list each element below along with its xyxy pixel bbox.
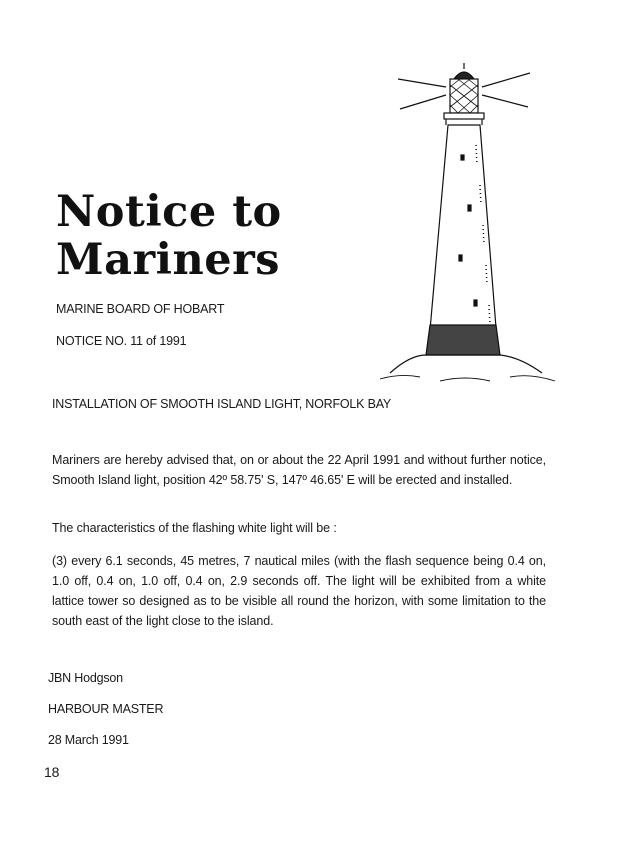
title-line-1: Notice to <box>56 187 282 237</box>
paragraph-characteristics: The characteristics of the flashing white light will be : <box>52 521 337 535</box>
page-title <box>56 188 282 284</box>
rocks <box>390 355 542 373</box>
gallery <box>444 113 484 119</box>
notice-number: NOTICE NO. 11 of 1991 <box>56 334 187 348</box>
paragraph-advisory: Mariners are hereby advised that, on or about the 22 April 1991 and without further notice, Smooth Island light, position 42º 58.75' S, 147º 46.65' E will be erected and installed. <box>52 453 546 487</box>
paragraph-details: (3) every 6.1 seconds, 45 metres, 7 nautical miles (with the flash sequence being 0.4 on, 1.0 off, 0.4 on, 1.0 off, 0.4 on, 2.9 seconds off. The light will be exhibited from a white lattice tower so designed as to be visible all round the horizon, with some limitation to the south east of the light close to the island. <box>52 554 546 628</box>
light-ray <box>398 79 446 87</box>
lantern-dome <box>454 72 474 79</box>
tower-base <box>426 325 500 355</box>
notice-date: 28 March 1991 <box>48 733 129 747</box>
light-ray <box>482 95 528 107</box>
notice-subject: INSTALLATION OF SMOOTH ISLAND LIGHT, NORFOLK BAY <box>52 397 392 411</box>
lighthouse-illustration <box>370 55 560 395</box>
light-ray <box>400 95 446 109</box>
title-line-2: Mariners <box>56 235 280 285</box>
signatory-role: HARBOUR MASTER <box>48 702 164 716</box>
signatory-name: JBN Hodgson <box>48 671 123 685</box>
page-number: 18 <box>44 764 60 780</box>
light-ray <box>482 73 530 87</box>
issuer: MARINE BOARD OF HOBART <box>56 302 225 316</box>
